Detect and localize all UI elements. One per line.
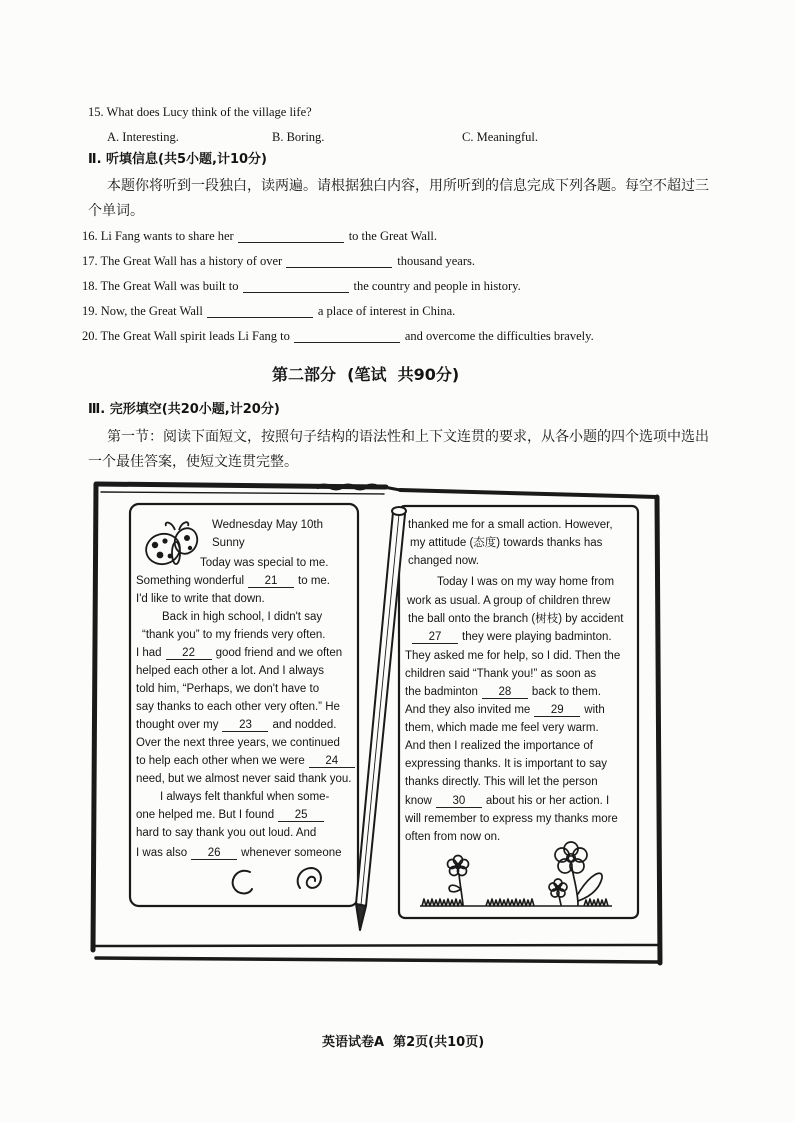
diary-left-line-5: “thank you” to my friends very often. bbox=[142, 629, 326, 641]
question-20 bbox=[82, 328, 594, 344]
section-3-instruction-line-1: 第一节：阅读下面短文，按照句子结构的语法性和上下文连贯的要求，从各小题的四个选项中选出 bbox=[107, 429, 709, 445]
question-18 bbox=[82, 278, 521, 294]
question-19-text: 19. Now, the Great Wall bbox=[82, 304, 203, 318]
diary-text: good friend and we often bbox=[215, 647, 343, 659]
diary-right-line-14: expressing thanks. It is important to say bbox=[405, 758, 607, 770]
question-15-option-b: B. Boring. bbox=[272, 130, 325, 144]
cloze-blank-22: 22 bbox=[166, 647, 212, 660]
cloze-blank-24: 24 bbox=[309, 755, 355, 768]
diary-left-line-13: need, but we almost never said thank you. bbox=[136, 773, 352, 785]
question-15-option-a: A. Interesting. bbox=[107, 130, 179, 144]
question-15-stem: 15. What does Lucy think of the village life? bbox=[88, 105, 312, 119]
section-3-heading: Ⅲ. 完形填空(共20小题,计20分) bbox=[88, 402, 280, 417]
cloze-blank-30: 30 bbox=[436, 795, 482, 808]
diary-text: the badminton bbox=[405, 686, 478, 698]
part-2-title: 第二部分 (笔试 共90分) bbox=[272, 365, 460, 384]
diary-right-line-4: Today I was on my way home from bbox=[437, 576, 615, 588]
diary-left-line-15 bbox=[136, 808, 328, 822]
question-17-text: 17. The Great Wall has a history of over bbox=[82, 254, 283, 268]
diary-left-line-7: helped each other a lot. And I always bbox=[136, 665, 324, 677]
diary-right-line-10 bbox=[405, 685, 601, 699]
question-16-text: 16. Li Fang wants to share her bbox=[82, 229, 234, 243]
diary-left-line-9: say thanks to each other very often.” He bbox=[136, 701, 340, 713]
diary-left-line-14: I always felt thankful when some- bbox=[160, 791, 330, 803]
diary-text: with bbox=[584, 704, 605, 716]
diary-right-line-2: my attitude (态度) towards thanks has bbox=[410, 537, 603, 549]
diary-left-line-10 bbox=[136, 718, 336, 732]
answer-blank-17 bbox=[286, 255, 392, 268]
diary-text: about his or her action. I bbox=[485, 795, 610, 807]
diary-left-line-12 bbox=[136, 754, 359, 768]
cloze-blank-23: 23 bbox=[222, 719, 268, 732]
question-18-text-after: the country and people in history. bbox=[353, 279, 521, 293]
diary-right-line-6: the ball onto the branch (树枝) by accident bbox=[408, 613, 624, 625]
diary-left-line-4: Back in high school, I didn't say bbox=[162, 611, 323, 623]
diary-left-line-16: hard to say thank you out loud. And bbox=[136, 827, 317, 839]
cloze-blank-28: 28 bbox=[482, 686, 528, 699]
diary-right-line-1: thanked me for a small action. However, bbox=[408, 519, 613, 531]
diary-text: Something wonderful bbox=[136, 575, 245, 587]
question-16 bbox=[82, 228, 437, 244]
diary-weather: Sunny bbox=[212, 537, 245, 549]
question-19 bbox=[82, 303, 455, 319]
diary-left-line-2 bbox=[136, 574, 330, 588]
diary-text: to me. bbox=[298, 575, 331, 587]
diary-right-line-12: them, which made me feel very warm. bbox=[405, 722, 599, 734]
page-footer: 英语试卷A 第2页(共10页) bbox=[322, 1035, 485, 1050]
diary-text: one helped me. But I found bbox=[136, 809, 275, 821]
butterfly-doodle bbox=[143, 522, 201, 568]
diary-text: And they also invited me bbox=[405, 704, 531, 716]
diary-text: I had bbox=[136, 647, 162, 659]
diary-left-line-1: Today was special to me. bbox=[200, 557, 329, 569]
diary-right-line-16 bbox=[405, 794, 609, 808]
question-20-text: 20. The Great Wall spirit leads Li Fang to bbox=[82, 329, 290, 343]
diary-text: to help each other when we were bbox=[136, 755, 305, 767]
diary-right-line-17: will remember to express my thanks more bbox=[405, 813, 618, 825]
section-2-instruction-line-1: 本题你将听到一段独白，读两遍。请根据独白内容，用所听到的信息完成下列各题。每空不超过三 bbox=[107, 178, 709, 194]
diary-text: thought over my bbox=[136, 719, 219, 731]
cloze-blank-29: 29 bbox=[534, 704, 580, 717]
cloze-blank-27: 27 bbox=[412, 631, 458, 644]
diary-right-line-5: work as usual. A group of children threw bbox=[407, 595, 611, 607]
diary-text: I was also bbox=[136, 847, 188, 859]
diary-text: back to them. bbox=[531, 686, 601, 698]
cloze-blank-25: 25 bbox=[278, 809, 324, 822]
diary-text: and nodded. bbox=[272, 719, 337, 731]
answer-blank-20 bbox=[294, 330, 400, 343]
diary-right-line-11 bbox=[405, 703, 605, 717]
diary-left-line-6 bbox=[136, 646, 342, 660]
diary-right-line-9: children said “Thank you!” as soon as bbox=[405, 668, 597, 680]
answer-blank-19 bbox=[207, 305, 313, 318]
flower-doodle bbox=[448, 842, 603, 905]
question-19-text-after: a place of interest in China. bbox=[317, 304, 456, 318]
question-17 bbox=[82, 253, 475, 269]
question-20-text-after: and overcome the difficulties bravely. bbox=[404, 329, 594, 343]
diary-left-line-17 bbox=[136, 846, 342, 860]
diary-right-line-15: thanks directly. This will let the person bbox=[405, 776, 598, 788]
diary-date: Wednesday May 10th bbox=[212, 519, 324, 531]
diary-left-line-3: I'd like to write that down. bbox=[136, 593, 265, 605]
question-15-option-c: C. Meaningful. bbox=[462, 130, 539, 144]
diary-text: know bbox=[405, 795, 432, 807]
diary-right-line-18: often from now on. bbox=[405, 831, 501, 843]
diary-text: they were playing badminton. bbox=[462, 631, 612, 643]
section-3-instruction-line-2: 一个最佳答案，使短文连贯完整。 bbox=[88, 454, 298, 470]
swirl-doodle bbox=[233, 868, 321, 893]
cloze-blank-26: 26 bbox=[191, 847, 237, 860]
diary-text: whenever someone bbox=[241, 847, 342, 859]
diary-right-line-8: They asked me for help, so I did. Then the bbox=[405, 650, 621, 662]
diary-right-line-7 bbox=[408, 630, 612, 644]
answer-blank-16 bbox=[238, 230, 344, 243]
section-2-instruction-line-2: 个单词。 bbox=[88, 203, 144, 219]
cloze-blank-21: 21 bbox=[248, 575, 294, 588]
question-17-text-after: thousand years. bbox=[397, 254, 475, 268]
diary-right-line-3: changed now. bbox=[408, 555, 479, 567]
grass-doodle bbox=[420, 899, 612, 906]
question-18-text: 18. The Great Wall was built to bbox=[82, 279, 239, 293]
question-16-text-after: to the Great Wall. bbox=[348, 229, 438, 243]
diary-right-line-13: And then I realized the importance of bbox=[405, 740, 593, 752]
diary-left-line-11: Over the next three years, we continued bbox=[136, 737, 340, 749]
section-2-heading: Ⅱ. 听填信息(共5小题,计10分) bbox=[88, 152, 267, 167]
diary-left-line-8: told him, “Perhaps, we don't have to bbox=[136, 683, 320, 695]
answer-blank-18 bbox=[243, 280, 349, 293]
